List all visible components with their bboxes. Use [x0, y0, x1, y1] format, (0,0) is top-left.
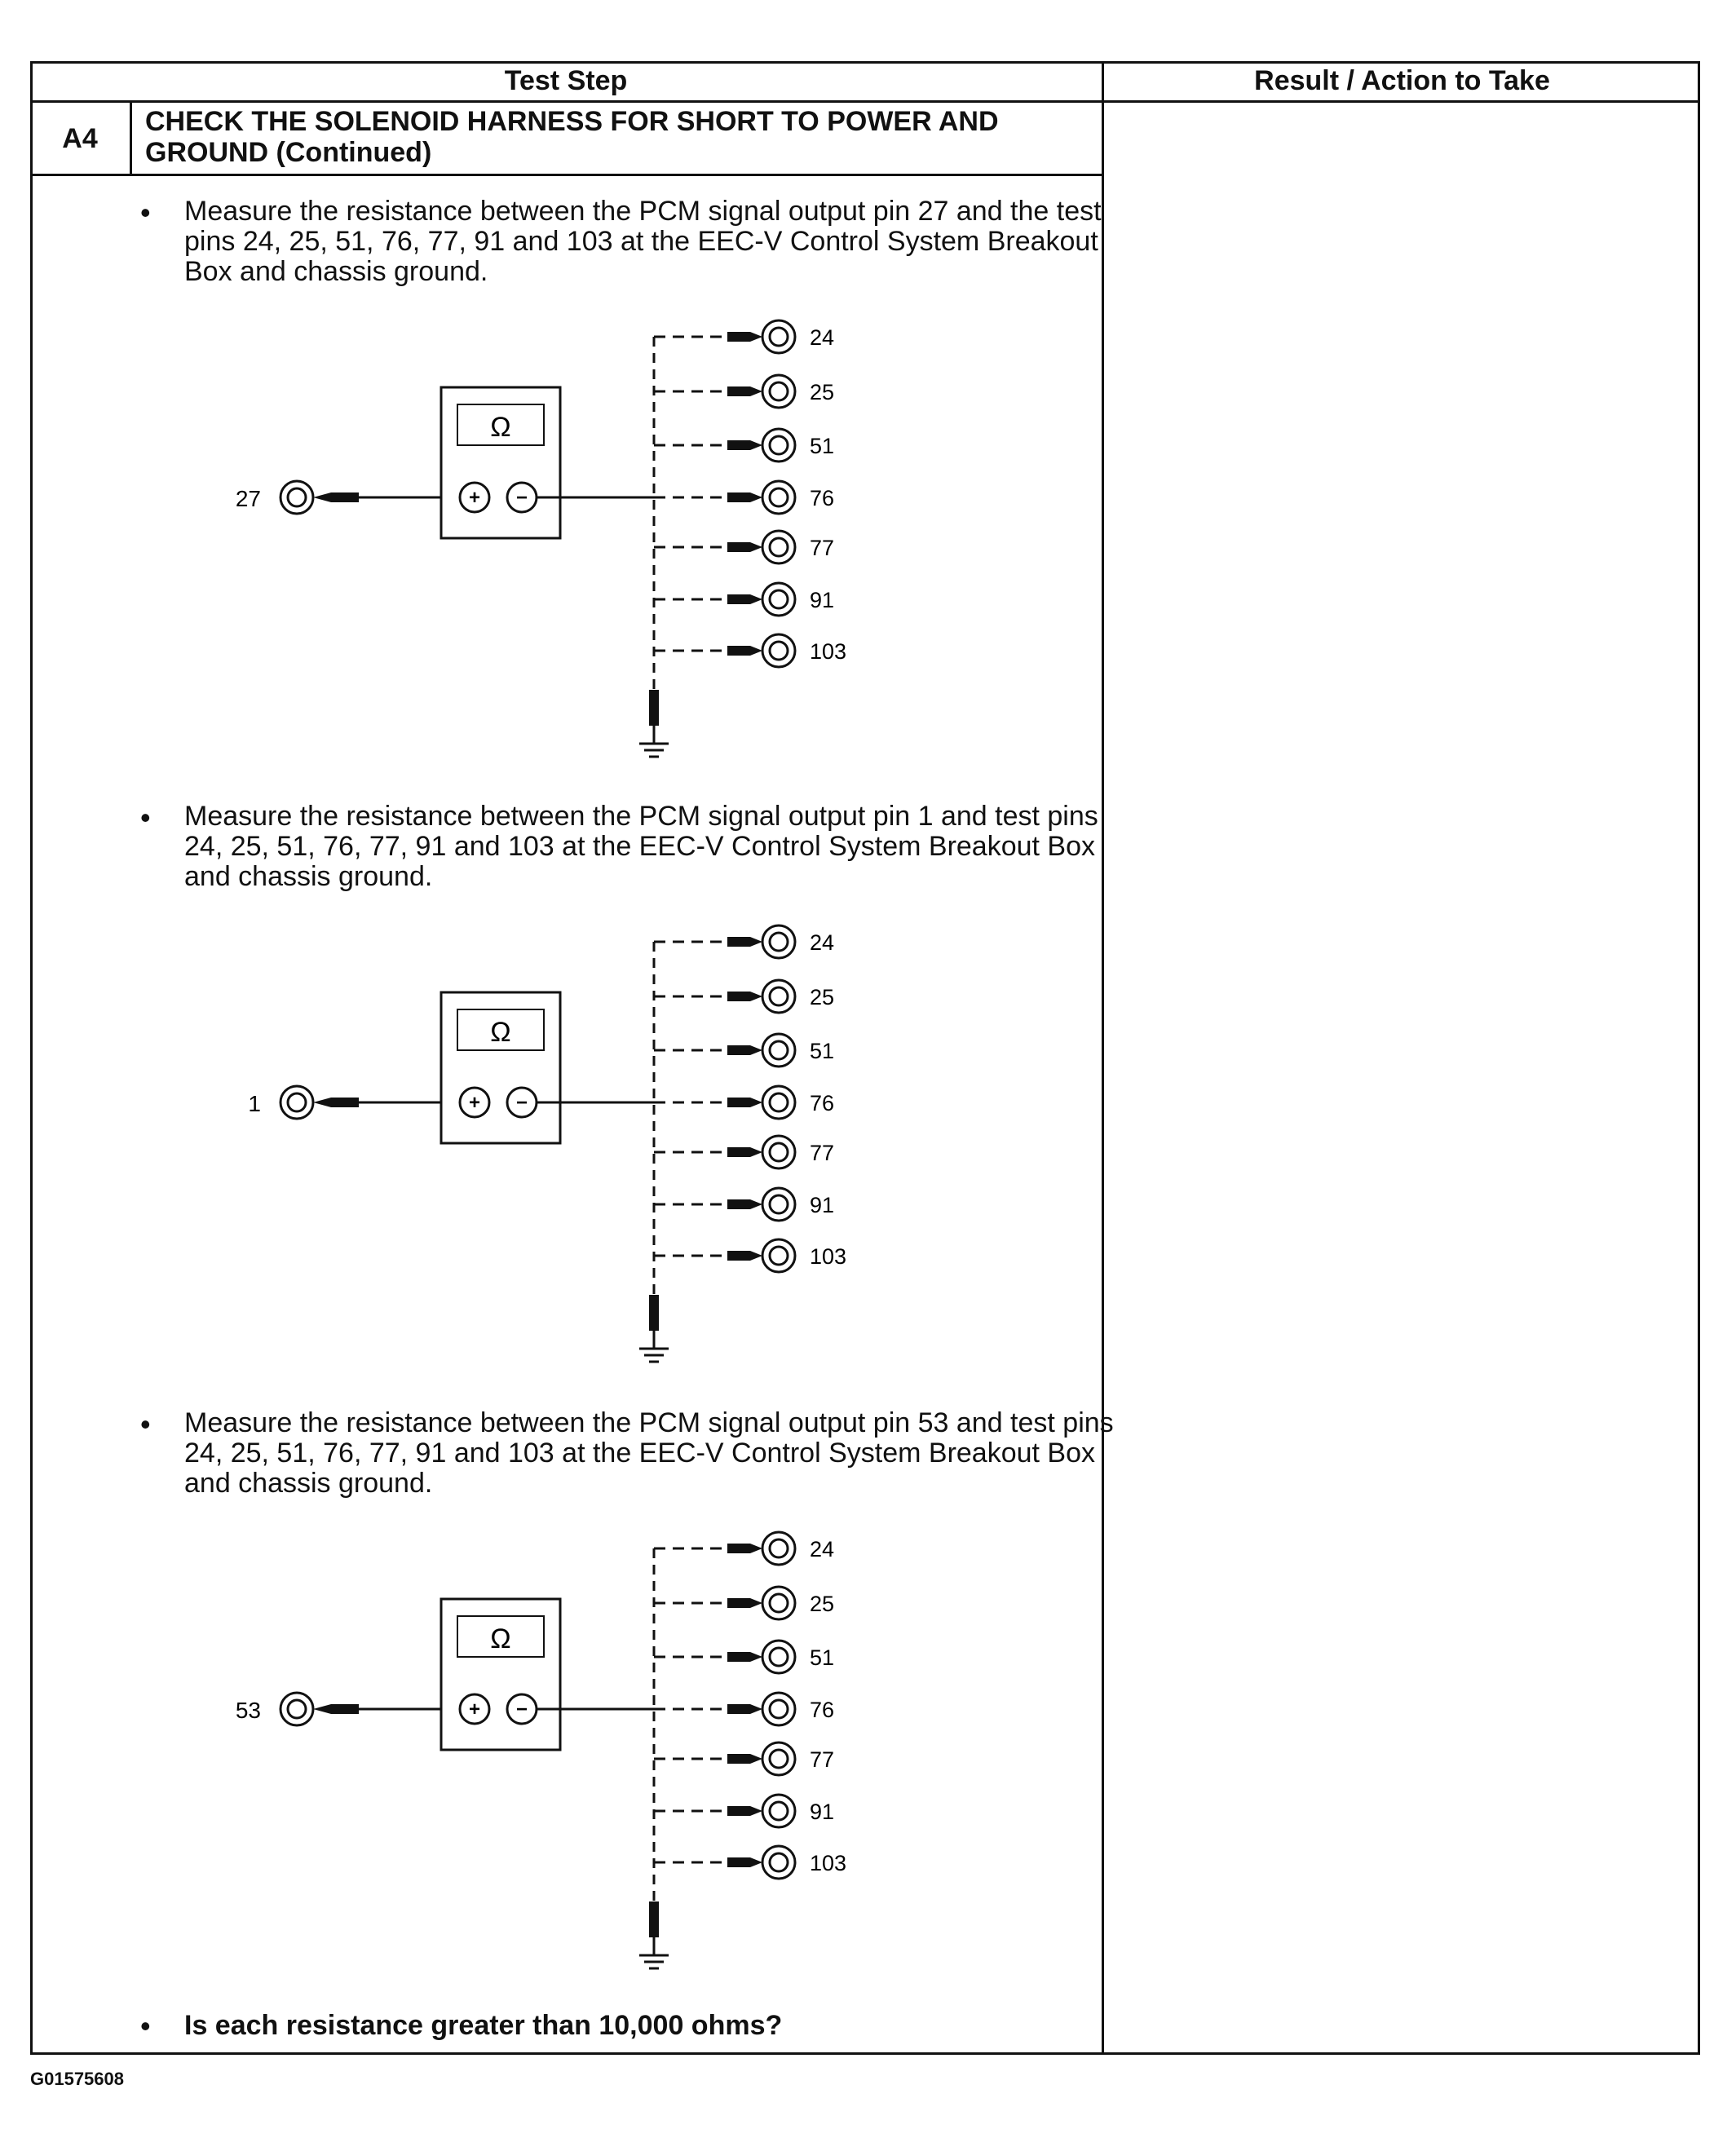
step-id: A4	[62, 123, 98, 154]
test-pin-terminal	[770, 1247, 788, 1265]
positive-jack-label: +	[468, 1698, 481, 1720]
probe-tip	[727, 1652, 762, 1662]
test-pin-terminal	[770, 1648, 788, 1666]
step-title-divider	[30, 174, 1104, 176]
test-pin-label: 25	[810, 1592, 835, 1616]
test-pin-label: 24	[810, 325, 835, 350]
probe-tip	[727, 492, 762, 502]
negative-jack-label: −	[515, 1092, 528, 1114]
source-pin-label: 1	[248, 1091, 261, 1116]
test-pin-label: 51	[810, 1039, 835, 1063]
probe-tip	[727, 1199, 762, 1209]
test-pin-terminal	[762, 1532, 795, 1565]
test-pin-terminal	[770, 382, 788, 400]
probe-tip	[727, 332, 762, 342]
instruction-text: Measure the resistance between the PCM signal output pin 53 and test pins 24, 25, 51, 76, 77, 91 and 103 at the EEC-V Control System Breakout Box and chassis ground.	[184, 1407, 1114, 1499]
test-pin-terminal	[762, 1846, 795, 1879]
diagram-svg	[212, 1522, 946, 1978]
test-pin-label: 51	[810, 434, 835, 458]
test-pin-terminal	[770, 642, 788, 660]
test-pin-terminal	[762, 1742, 795, 1775]
test-pin-label: 91	[810, 1193, 835, 1217]
probe-tip	[727, 542, 762, 552]
test-pin-terminal	[762, 583, 795, 616]
test-pin-label: 77	[810, 1141, 835, 1165]
probe-tip	[727, 1704, 762, 1714]
header-test-step: Test Step	[504, 65, 628, 96]
test-pin-label: 25	[810, 380, 835, 404]
source-pin-label: 27	[235, 486, 261, 511]
test-pin-terminal	[762, 429, 795, 462]
test-pin-terminal	[770, 1539, 788, 1557]
bullet: •	[140, 196, 151, 229]
test-pin-terminal	[770, 1700, 788, 1718]
ground-probe	[649, 1901, 659, 1937]
probe-tip	[727, 1098, 762, 1107]
probe-tip	[727, 646, 762, 656]
wiring-diagram	[212, 310, 946, 766]
test-pin-terminal	[762, 481, 795, 514]
positive-jack-label: +	[468, 487, 481, 509]
source-pin-terminal	[288, 488, 306, 506]
test-pin-terminal	[762, 1239, 795, 1272]
header-divider	[30, 100, 1700, 103]
test-pin-terminal	[762, 1693, 795, 1725]
question-text: Is each resistance greater than 10,000 ohms?	[184, 2010, 783, 2041]
figure-code: G01575608	[30, 2069, 124, 2089]
test-pin-label: 76	[810, 1698, 835, 1722]
test-pin-terminal	[762, 1641, 795, 1673]
probe-tip	[727, 1598, 762, 1608]
test-pin-terminal	[770, 538, 788, 556]
test-pin-terminal	[770, 488, 788, 506]
ground-probe	[649, 1295, 659, 1331]
test-pin-label: 24	[810, 930, 835, 955]
test-pin-terminal	[762, 925, 795, 958]
probe-tip	[313, 492, 359, 502]
ohm-symbol: Ω	[490, 412, 511, 443]
probe-tip	[727, 1754, 762, 1764]
test-pin-label: 76	[810, 486, 835, 510]
test-pin-terminal	[762, 1136, 795, 1168]
test-pin-label: 76	[810, 1091, 835, 1115]
probe-tip	[727, 1544, 762, 1553]
test-pin-terminal	[762, 634, 795, 667]
test-pin-terminal	[762, 1188, 795, 1221]
step-id-divider	[130, 100, 132, 175]
test-pin-terminal	[762, 1587, 795, 1619]
header-result-action: Result / Action to Take	[1254, 65, 1550, 96]
step-title: CHECK THE SOLENOID HARNESS FOR SHORT TO POWER AND GROUND (Continued)	[145, 106, 999, 168]
test-pin-terminal	[762, 980, 795, 1013]
instruction-text: Measure the resistance between the PCM signal output pin 27 and the test pins 24, 25, 51, 76, 77, 91 and 103 at the EEC-V Control System Breakout Box and chassis ground.	[184, 196, 1102, 287]
instruction-text: Measure the resistance between the PCM signal output pin 1 and test pins 24, 25, 51, 76, 77, 91 and 103 at the EEC-V Control System Breakout Box and chassis ground.	[184, 801, 1098, 892]
source-pin-terminal	[288, 1093, 306, 1111]
test-pin-label: 91	[810, 1800, 835, 1824]
test-pin-terminal	[762, 1086, 795, 1119]
test-pin-label: 103	[810, 1851, 847, 1875]
probe-tip	[727, 1857, 762, 1867]
test-pin-terminal	[762, 1034, 795, 1067]
test-pin-label: 24	[810, 1537, 835, 1561]
test-pin-terminal	[770, 436, 788, 454]
test-pin-terminal	[770, 1143, 788, 1161]
probe-tip	[727, 1806, 762, 1816]
column-divider	[1102, 61, 1104, 2055]
test-pin-terminal	[770, 1802, 788, 1820]
test-pin-terminal	[770, 328, 788, 346]
probe-tip	[727, 937, 762, 947]
probe-tip	[727, 1251, 762, 1261]
test-pin-terminal	[770, 1093, 788, 1111]
test-pin-label: 103	[810, 639, 847, 664]
negative-jack-label: −	[515, 487, 528, 509]
test-pin-terminal	[762, 1795, 795, 1827]
source-pin-terminal	[280, 1086, 313, 1119]
positive-jack-label: +	[468, 1092, 481, 1114]
test-pin-terminal	[762, 320, 795, 353]
source-pin-terminal	[288, 1700, 306, 1718]
test-pin-terminal	[770, 1594, 788, 1612]
probe-tip	[727, 594, 762, 604]
test-pin-label: 77	[810, 1747, 835, 1772]
test-pin-terminal	[770, 1853, 788, 1871]
test-pin-terminal	[770, 933, 788, 951]
test-pin-terminal	[762, 375, 795, 408]
ohm-symbol: Ω	[490, 1017, 511, 1048]
test-pin-label: 103	[810, 1244, 847, 1269]
bullet: •	[140, 801, 151, 834]
ground-probe	[649, 690, 659, 726]
bullet: •	[140, 2009, 151, 2043]
test-pin-terminal	[770, 987, 788, 1005]
probe-tip	[313, 1098, 359, 1107]
source-pin-terminal	[280, 481, 313, 514]
probe-tip	[313, 1704, 359, 1714]
probe-tip	[727, 1147, 762, 1157]
test-pin-label: 91	[810, 588, 835, 612]
test-pin-terminal	[762, 531, 795, 563]
test-pin-label: 77	[810, 536, 835, 560]
test-pin-terminal	[770, 1041, 788, 1059]
test-pin-label: 25	[810, 985, 835, 1009]
diagram-svg	[212, 310, 946, 766]
wiring-diagram	[212, 915, 946, 1371]
test-pin-label: 51	[810, 1645, 835, 1670]
wiring-diagram	[212, 1522, 946, 1978]
bullet: •	[140, 1407, 151, 1441]
test-pin-terminal	[770, 1195, 788, 1213]
test-pin-terminal	[770, 590, 788, 608]
probe-tip	[727, 1045, 762, 1055]
test-pin-terminal	[770, 1750, 788, 1768]
diagram-svg	[212, 915, 946, 1371]
source-pin-label: 53	[235, 1698, 261, 1723]
probe-tip	[727, 992, 762, 1001]
probe-tip	[727, 440, 762, 450]
ohm-symbol: Ω	[490, 1623, 511, 1654]
source-pin-terminal	[280, 1693, 313, 1725]
negative-jack-label: −	[515, 1698, 528, 1720]
probe-tip	[727, 386, 762, 396]
